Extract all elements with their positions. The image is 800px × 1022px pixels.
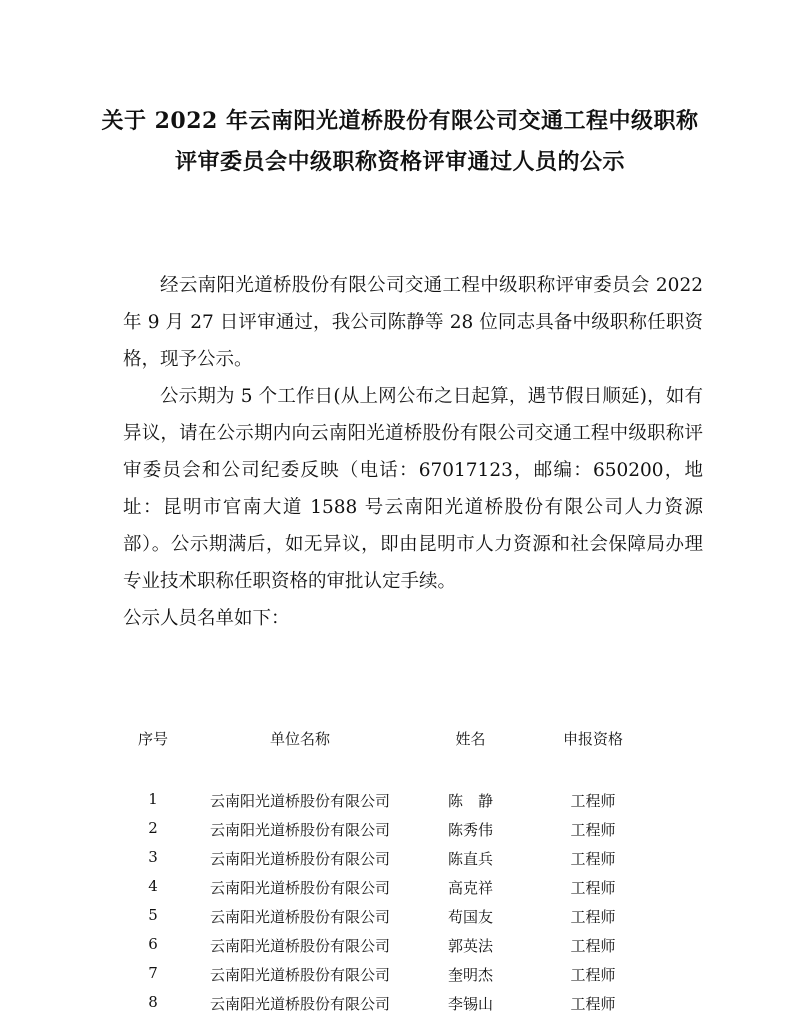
paragraph-announcement: 经云南阳光道桥股份有限公司交通工程中级职称评审委员会 2022 年 9 月 27 日评审通过，我公司陈静等 28 位同志具备中级职称任职资格，现予公示。 bbox=[123, 275, 703, 370]
table-row bbox=[118, 964, 678, 993]
row-name: 陈秀伟 bbox=[447, 821, 493, 839]
row-number: 8 bbox=[148, 993, 158, 1011]
row-qualification: 工程师 bbox=[570, 850, 616, 868]
row-name: 陈 静 bbox=[447, 792, 493, 810]
header-number: 序号 bbox=[137, 730, 168, 748]
row-number: 4 bbox=[148, 877, 158, 895]
row-qualification: 工程师 bbox=[570, 995, 616, 1013]
document-title-line-1: 关于 2022 年云南阳光道桥股份有限公司交通工程中级职称 bbox=[101, 108, 699, 134]
document-title-line-2: 评审委员会中级职称资格评审通过人员的公示 bbox=[174, 149, 625, 175]
row-qualification: 工程师 bbox=[570, 879, 616, 897]
row-unit: 云南阳光道桥股份有限公司 bbox=[209, 821, 390, 839]
table-header-row bbox=[118, 728, 678, 760]
header-name: 姓名 bbox=[455, 730, 486, 748]
table-row bbox=[118, 993, 678, 1022]
paragraph-objection-notice: 公示期为 5 个工作日(从上网公布之日起算，遇节假日顺延)，如有异议，请在公示期内向云南阳光道桥股份有限公司交通工程中级职称评审委员会和公司纪委反映（电话：67017123，邮编：650200，地址：昆明市官南大道 1588 号云南阳光道桥股份有限公司人力资源部）。公示期满后，如无异议，即由昆明市人力资源和社会保障局办理专业技术职称任职资格的审批认定手续。 bbox=[123, 386, 703, 592]
table-body bbox=[118, 790, 678, 1022]
document-body bbox=[123, 267, 703, 637]
row-unit: 云南阳光道桥股份有限公司 bbox=[209, 995, 390, 1013]
row-unit: 云南阳光道桥股份有限公司 bbox=[209, 966, 390, 984]
row-unit: 云南阳光道桥股份有限公司 bbox=[209, 850, 390, 868]
table-row bbox=[118, 906, 678, 935]
row-number: 5 bbox=[148, 906, 158, 924]
table-row bbox=[118, 790, 678, 819]
row-qualification: 工程师 bbox=[570, 792, 616, 810]
personnel-table bbox=[118, 728, 678, 1022]
row-unit: 云南阳光道桥股份有限公司 bbox=[209, 937, 390, 955]
row-name: 李锡山 bbox=[447, 995, 493, 1013]
row-name: 陈直兵 bbox=[447, 850, 493, 868]
table-row bbox=[118, 848, 678, 877]
header-qualification: 申报资格 bbox=[562, 730, 623, 748]
row-unit: 云南阳光道桥股份有限公司 bbox=[209, 792, 390, 810]
row-unit: 云南阳光道桥股份有限公司 bbox=[209, 879, 390, 897]
row-qualification: 工程师 bbox=[570, 966, 616, 984]
row-name: 高克祥 bbox=[447, 879, 493, 897]
table-row bbox=[118, 935, 678, 964]
table-row bbox=[118, 819, 678, 848]
row-number: 2 bbox=[148, 819, 158, 837]
paragraph-list-intro: 公示人员名单如下： bbox=[123, 608, 290, 629]
row-qualification: 工程师 bbox=[570, 821, 616, 839]
row-qualification: 工程师 bbox=[570, 908, 616, 926]
row-qualification: 工程师 bbox=[570, 937, 616, 955]
row-number: 7 bbox=[148, 964, 158, 982]
row-name: 奎明杰 bbox=[447, 966, 493, 984]
row-name: 郭英法 bbox=[447, 937, 493, 955]
row-number: 1 bbox=[148, 790, 158, 808]
row-unit: 云南阳光道桥股份有限公司 bbox=[209, 908, 390, 926]
row-number: 3 bbox=[148, 848, 158, 866]
row-name: 苟国友 bbox=[447, 908, 493, 926]
table-row bbox=[118, 877, 678, 906]
row-number: 6 bbox=[148, 935, 158, 953]
header-unit: 单位名称 bbox=[269, 730, 330, 748]
